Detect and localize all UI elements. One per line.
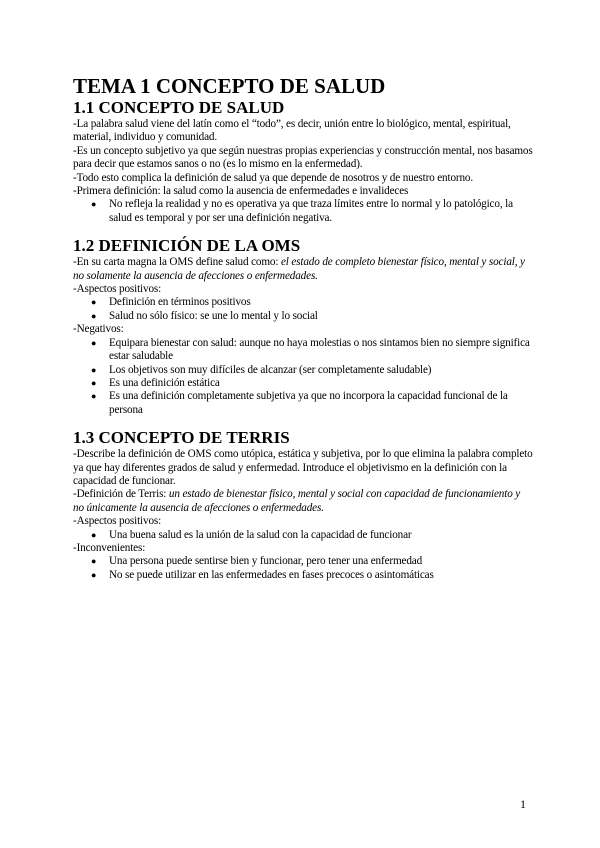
list-item: ● Los objetivos son muy difíciles de alcanzar (ser completamente saludable) <box>91 363 432 376</box>
bullet-icon: ● <box>91 556 97 567</box>
page-number: 1 <box>520 797 526 811</box>
bullet-list <box>73 337 533 417</box>
paragraph: -Primera definición: la salud como la ausencia de enfermedades e invalideces <box>73 185 409 198</box>
bullet-icon: ● <box>91 569 97 580</box>
list-item: ● Definición en términos positivos <box>91 296 251 309</box>
oms-definition-quote: el estado de completo bienestar físico, mental y social, y no solamente la ausencia de afecciones o enfermedades. <box>73 256 525 282</box>
paragraph: -Definición de Terris: un estado de bienestar físico, mental y social con capacidad de funcionamiento y no únicamente la ausencia de afecciones o enfermedades. <box>73 488 521 514</box>
list-item: ● Una buena salud es la unión de la salud con la capacidad de funcionar <box>91 528 412 541</box>
bullet-list <box>73 529 533 542</box>
list-item: ● No refleja la realidad y no es operativa ya que traza límites entre lo normal y lo patológico, la salud es temporal y por ser una definición negativa. <box>91 198 513 224</box>
bullet-icon: ● <box>91 377 97 388</box>
bullet-icon: ● <box>91 297 97 308</box>
list-item: ● No se puede utilizar en las enfermedades en fases precoces o asintomáticas <box>91 568 434 581</box>
section-heading-1-1: 1.1 CONCEPTO DE SALUD <box>73 98 285 117</box>
terris-definition-quote: un estado de bienestar físico, mental y social con capacidad de funcionamiento y no únicamente la ausencia de afecciones o enfermedades. <box>73 488 521 514</box>
bullet-list <box>73 296 533 323</box>
list-label: -Aspectos positivos: <box>73 283 162 296</box>
document-title: TEMA 1 CONCEPTO DE SALUD <box>73 74 386 98</box>
bullet-icon: ● <box>91 391 97 402</box>
paragraph: -Es un concepto subjetivo ya que según nuestras propias experiencias y construcción mental, nos basamos para decir que estamos sanos o no (es lo mismo en la enfermedad). <box>73 144 533 171</box>
bullet-icon: ● <box>91 529 97 540</box>
paragraph: -Todo esto complica la definición de salud ya que depende de nosotros y de nuestro entorno. <box>73 171 474 184</box>
section-heading-1-2: 1.2 DEFINICIÓN DE LA OMS <box>73 236 301 256</box>
list-label: -Inconvenientes: <box>73 541 146 554</box>
bullet-list <box>73 198 533 225</box>
list-label: -Aspectos positivos: <box>73 515 162 528</box>
bullet-icon: ● <box>91 199 97 210</box>
bullet-icon: ● <box>91 337 97 348</box>
paragraph: -En su carta magna la OMS define salud como: el estado de completo bienestar físico, mental y social, y no solamente la ausencia de afecciones o enfermedades. <box>73 256 525 282</box>
list-item: ● Es una definición completamente subjetiva ya que no incorpora la capacidad funcional de la persona <box>91 390 508 416</box>
list-item: ● Salud no sólo físico: se une lo mental y lo social <box>91 309 318 322</box>
bullet-icon: ● <box>91 364 97 375</box>
bullet-icon: ● <box>91 310 97 321</box>
paragraph: -La palabra salud viene del latín como el “todo”, es decir, unión entre lo biológico, mental, espiritual, material, individuo y comunidad. <box>73 118 511 144</box>
section-heading-1-3: 1.3 CONCEPTO DE TERRIS <box>73 428 290 448</box>
document-page <box>73 74 533 582</box>
list-label: -Negativos: <box>73 323 124 336</box>
list-item: ● Equipara bienestar con salud: aunque no haya molestias o nos sintamos bien no siempre significa estar saludable <box>91 336 530 363</box>
paragraph: -Describe la definición de OMS como utópica, estática y subjetiva, por lo que elimina la palabra completo ya que hay diferentes grados de salud y enfermedad. Introduce el objetivismo en la definición con la capacidad de funcionar. <box>73 448 533 487</box>
list-item: ● Es una definición estática <box>91 376 220 389</box>
list-item: ● Una persona puede sentirse bien y funcionar, pero tener una enfermedad <box>91 555 423 568</box>
bullet-list <box>73 555 533 582</box>
